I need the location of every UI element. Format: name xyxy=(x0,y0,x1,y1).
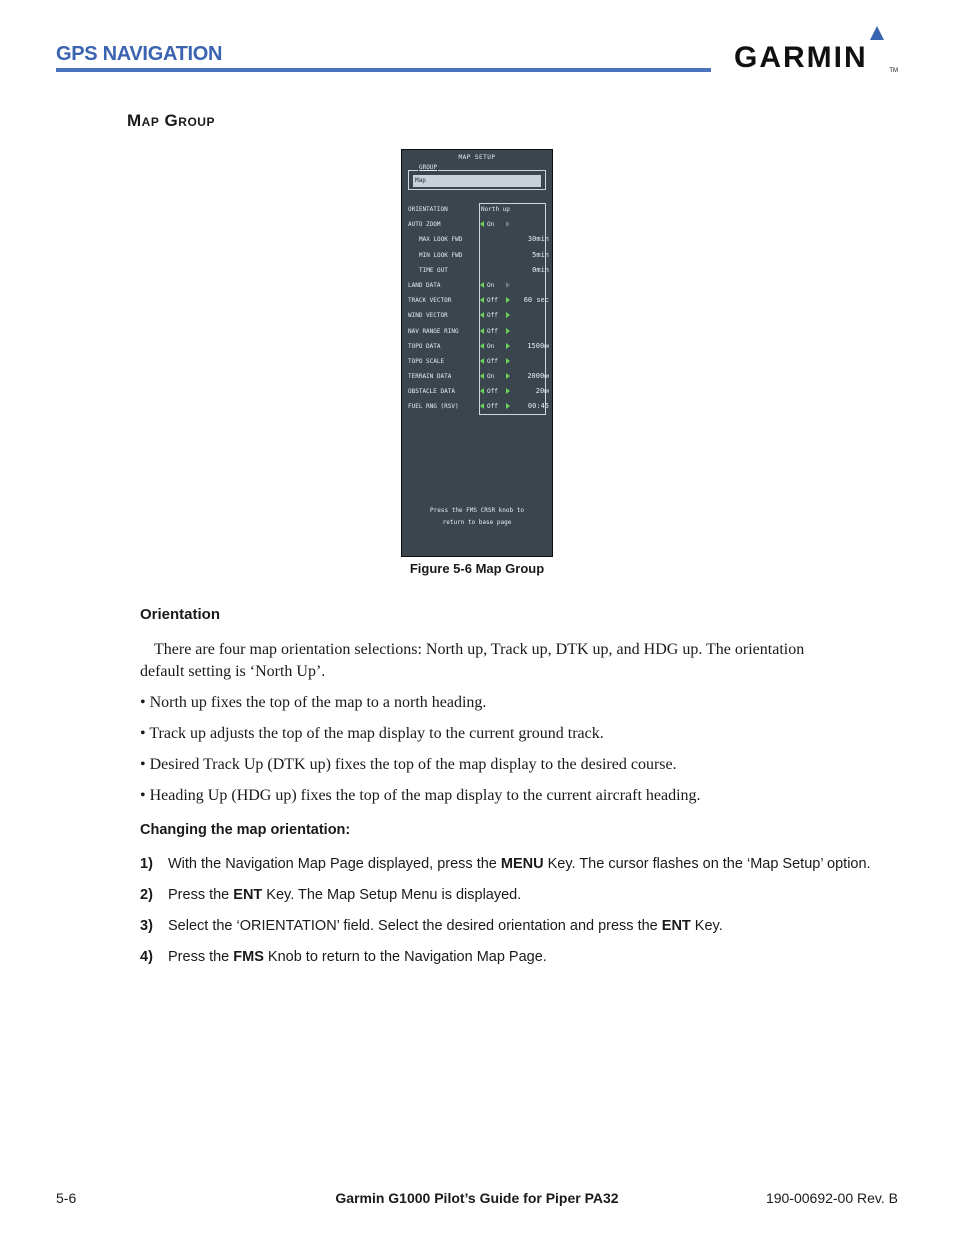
garmin-logo xyxy=(734,26,898,76)
step-text: Knob to return to the Navigation Map Page. xyxy=(263,949,547,965)
setting-row[interactable] xyxy=(407,355,552,370)
arrow-left-icon xyxy=(480,358,484,364)
setting-range-value: 2000 xyxy=(527,372,545,381)
screen-footer-line-1: Press the FMS CRSR knob to xyxy=(430,507,524,514)
setting-range[interactable] xyxy=(528,235,549,243)
logo-triangle-icon xyxy=(870,26,884,40)
setting-row[interactable] xyxy=(407,400,552,415)
setting-label: FUEL RNG (RSV) xyxy=(408,403,459,411)
setting-range-value: 0min xyxy=(532,265,549,274)
arrow-right-icon xyxy=(506,373,510,379)
setting-label: OBSTACLE DATA xyxy=(408,388,455,396)
bullet-track-up: • Track up adjusts the top of the map display to the current ground track. xyxy=(140,725,604,742)
key-name: MENU xyxy=(500,856,544,872)
arrow-right-icon xyxy=(506,343,510,349)
setting-value[interactable]: North up xyxy=(481,206,510,213)
setting-label: TERRAIN DATA xyxy=(408,373,452,381)
step-text: Key. The Map Setup Menu is displayed. xyxy=(262,887,522,903)
setting-row[interactable] xyxy=(407,325,552,340)
step-text: Key. The cursor flashes on the ‘Map Setup’ option. xyxy=(543,856,871,872)
setting-range[interactable] xyxy=(527,342,549,350)
arrow-left-icon xyxy=(480,282,484,288)
settings-list xyxy=(407,203,552,416)
key-name: ENT xyxy=(661,918,691,934)
logo-trademark: TM xyxy=(889,68,898,74)
orientation-intro: There are four map orientation selections: North up, Track up, DTK up, and HDG up. The orientation default setting is ‘North Up’. xyxy=(140,641,805,680)
page-number: 5-6 xyxy=(56,1190,77,1206)
arrow-right-icon xyxy=(506,221,510,227)
arrow-left-icon xyxy=(480,403,484,409)
arrow-right-icon xyxy=(506,282,510,288)
setting-range[interactable] xyxy=(536,387,549,395)
logo-wordmark: GARMIN xyxy=(734,41,868,74)
orientation-heading: Orientation xyxy=(140,606,221,623)
setting-range-value: 20 xyxy=(535,387,545,396)
setting-range-unit: NM xyxy=(544,374,549,380)
setting-label: MIN LOOK FWD xyxy=(419,251,463,259)
figure-caption: Figure 5-6 Map Group xyxy=(409,561,545,576)
setting-value[interactable]: Off xyxy=(487,327,498,335)
setting-label: ORIENTATION xyxy=(408,206,448,213)
step-number: 3) xyxy=(140,918,153,934)
arrow-left-icon xyxy=(480,297,484,303)
arrow-left-icon xyxy=(480,343,484,349)
step-number: 4) xyxy=(140,949,153,965)
setting-row[interactable] xyxy=(407,218,552,233)
arrow-left-icon xyxy=(480,328,484,334)
setting-value[interactable]: Off xyxy=(487,388,498,396)
map-setup-screen xyxy=(401,149,553,557)
setting-label: TIME OUT xyxy=(419,266,448,274)
arrow-right-icon xyxy=(506,297,510,303)
setting-row[interactable] xyxy=(407,340,552,355)
step-number: 1) xyxy=(140,856,153,872)
arrow-left-icon xyxy=(480,373,484,379)
key-name: ENT xyxy=(233,887,263,903)
document-number: 190-00692-00 Rev. B xyxy=(765,1190,898,1206)
screen-title: MAP SETUP xyxy=(458,154,496,161)
setting-value[interactable]: On xyxy=(487,221,495,229)
setting-row[interactable] xyxy=(407,203,552,218)
setting-value[interactable]: On xyxy=(487,281,495,289)
screen-footer-line-2: return to base page xyxy=(442,519,512,526)
setting-label: LAND DATA xyxy=(408,281,441,289)
setting-range-value: 00:45 xyxy=(527,402,549,411)
setting-label: MAX LOOK FWD xyxy=(419,236,463,244)
setting-value[interactable]: On xyxy=(487,373,495,381)
setting-row[interactable] xyxy=(407,249,552,264)
setting-row[interactable] xyxy=(407,294,552,309)
step-text: Press the xyxy=(168,887,234,903)
setting-range-unit: NM xyxy=(544,343,549,349)
setting-range[interactable] xyxy=(532,266,549,274)
setting-range[interactable] xyxy=(527,372,549,380)
setting-range-value: 60 sec xyxy=(523,296,549,305)
setting-row[interactable] xyxy=(407,385,552,400)
screen-footer xyxy=(402,505,552,529)
setting-range-unit: NM xyxy=(544,389,549,395)
section-title: Map Group xyxy=(127,111,215,130)
arrow-right-icon xyxy=(506,388,510,394)
arrow-left-icon xyxy=(480,312,484,318)
step-text: Select the ‘ORIENTATION’ field. Select the desired orientation and press the xyxy=(168,918,662,934)
setting-label: AUTO ZOOM xyxy=(408,221,441,229)
setting-row[interactable] xyxy=(407,370,552,385)
setting-row[interactable] xyxy=(407,264,552,279)
arrow-left-icon xyxy=(480,221,484,227)
arrow-right-icon xyxy=(506,358,510,364)
bullet-hdg-up: • Heading Up (HDG up) fixes the top of the map display to the current aircraft heading. xyxy=(140,787,701,804)
arrow-right-icon xyxy=(506,403,510,409)
arrow-right-icon xyxy=(506,312,510,318)
setting-range[interactable] xyxy=(532,251,549,259)
setting-row[interactable] xyxy=(407,309,552,324)
setting-label: TOPO SCALE xyxy=(408,357,445,365)
step-text: Key. xyxy=(690,918,723,934)
guide-title: Garmin G1000 Pilot’s Guide for Piper PA32 xyxy=(335,1190,619,1206)
setting-row[interactable] xyxy=(407,279,552,294)
step-text: With the Navigation Map Page displayed, press the xyxy=(168,856,501,872)
key-name: FMS xyxy=(233,949,264,965)
arrow-left-icon xyxy=(480,388,484,394)
procedure-heading: Changing the map orientation: xyxy=(140,822,351,838)
setting-value[interactable]: Off xyxy=(487,357,498,365)
group-select-field[interactable]: Map xyxy=(413,175,541,187)
setting-value[interactable]: Off xyxy=(487,297,498,305)
step-number: 2) xyxy=(140,887,153,903)
setting-range-value: 5min xyxy=(532,250,549,259)
setting-label: WIND VECTOR xyxy=(408,312,448,320)
group-label: GROUP xyxy=(419,164,438,171)
setting-range[interactable] xyxy=(524,296,549,304)
setting-range-value: 1500 xyxy=(527,341,545,350)
setting-label: NAV RANGE RING xyxy=(408,327,459,335)
setting-row[interactable] xyxy=(407,233,552,248)
setting-value[interactable]: On xyxy=(487,342,495,350)
bullet-dtk-up: • Desired Track Up (DTK up) fixes the top of the map display to the desired course. xyxy=(140,756,677,773)
bullet-north-up: • North up fixes the top of the map to a north heading. xyxy=(140,694,487,711)
step-text: Press the xyxy=(168,949,234,965)
header-rule xyxy=(56,68,711,72)
setting-label: TRACK VECTOR xyxy=(408,297,452,305)
page-header-title: GPS NAVIGATION xyxy=(56,43,223,65)
setting-label: TOPO DATA xyxy=(408,342,441,350)
setting-range[interactable] xyxy=(528,402,549,410)
setting-range-value: 30min xyxy=(527,235,549,244)
setting-value[interactable]: Off xyxy=(487,312,498,320)
setting-value[interactable]: Off xyxy=(487,403,498,411)
arrow-right-icon xyxy=(506,328,510,334)
